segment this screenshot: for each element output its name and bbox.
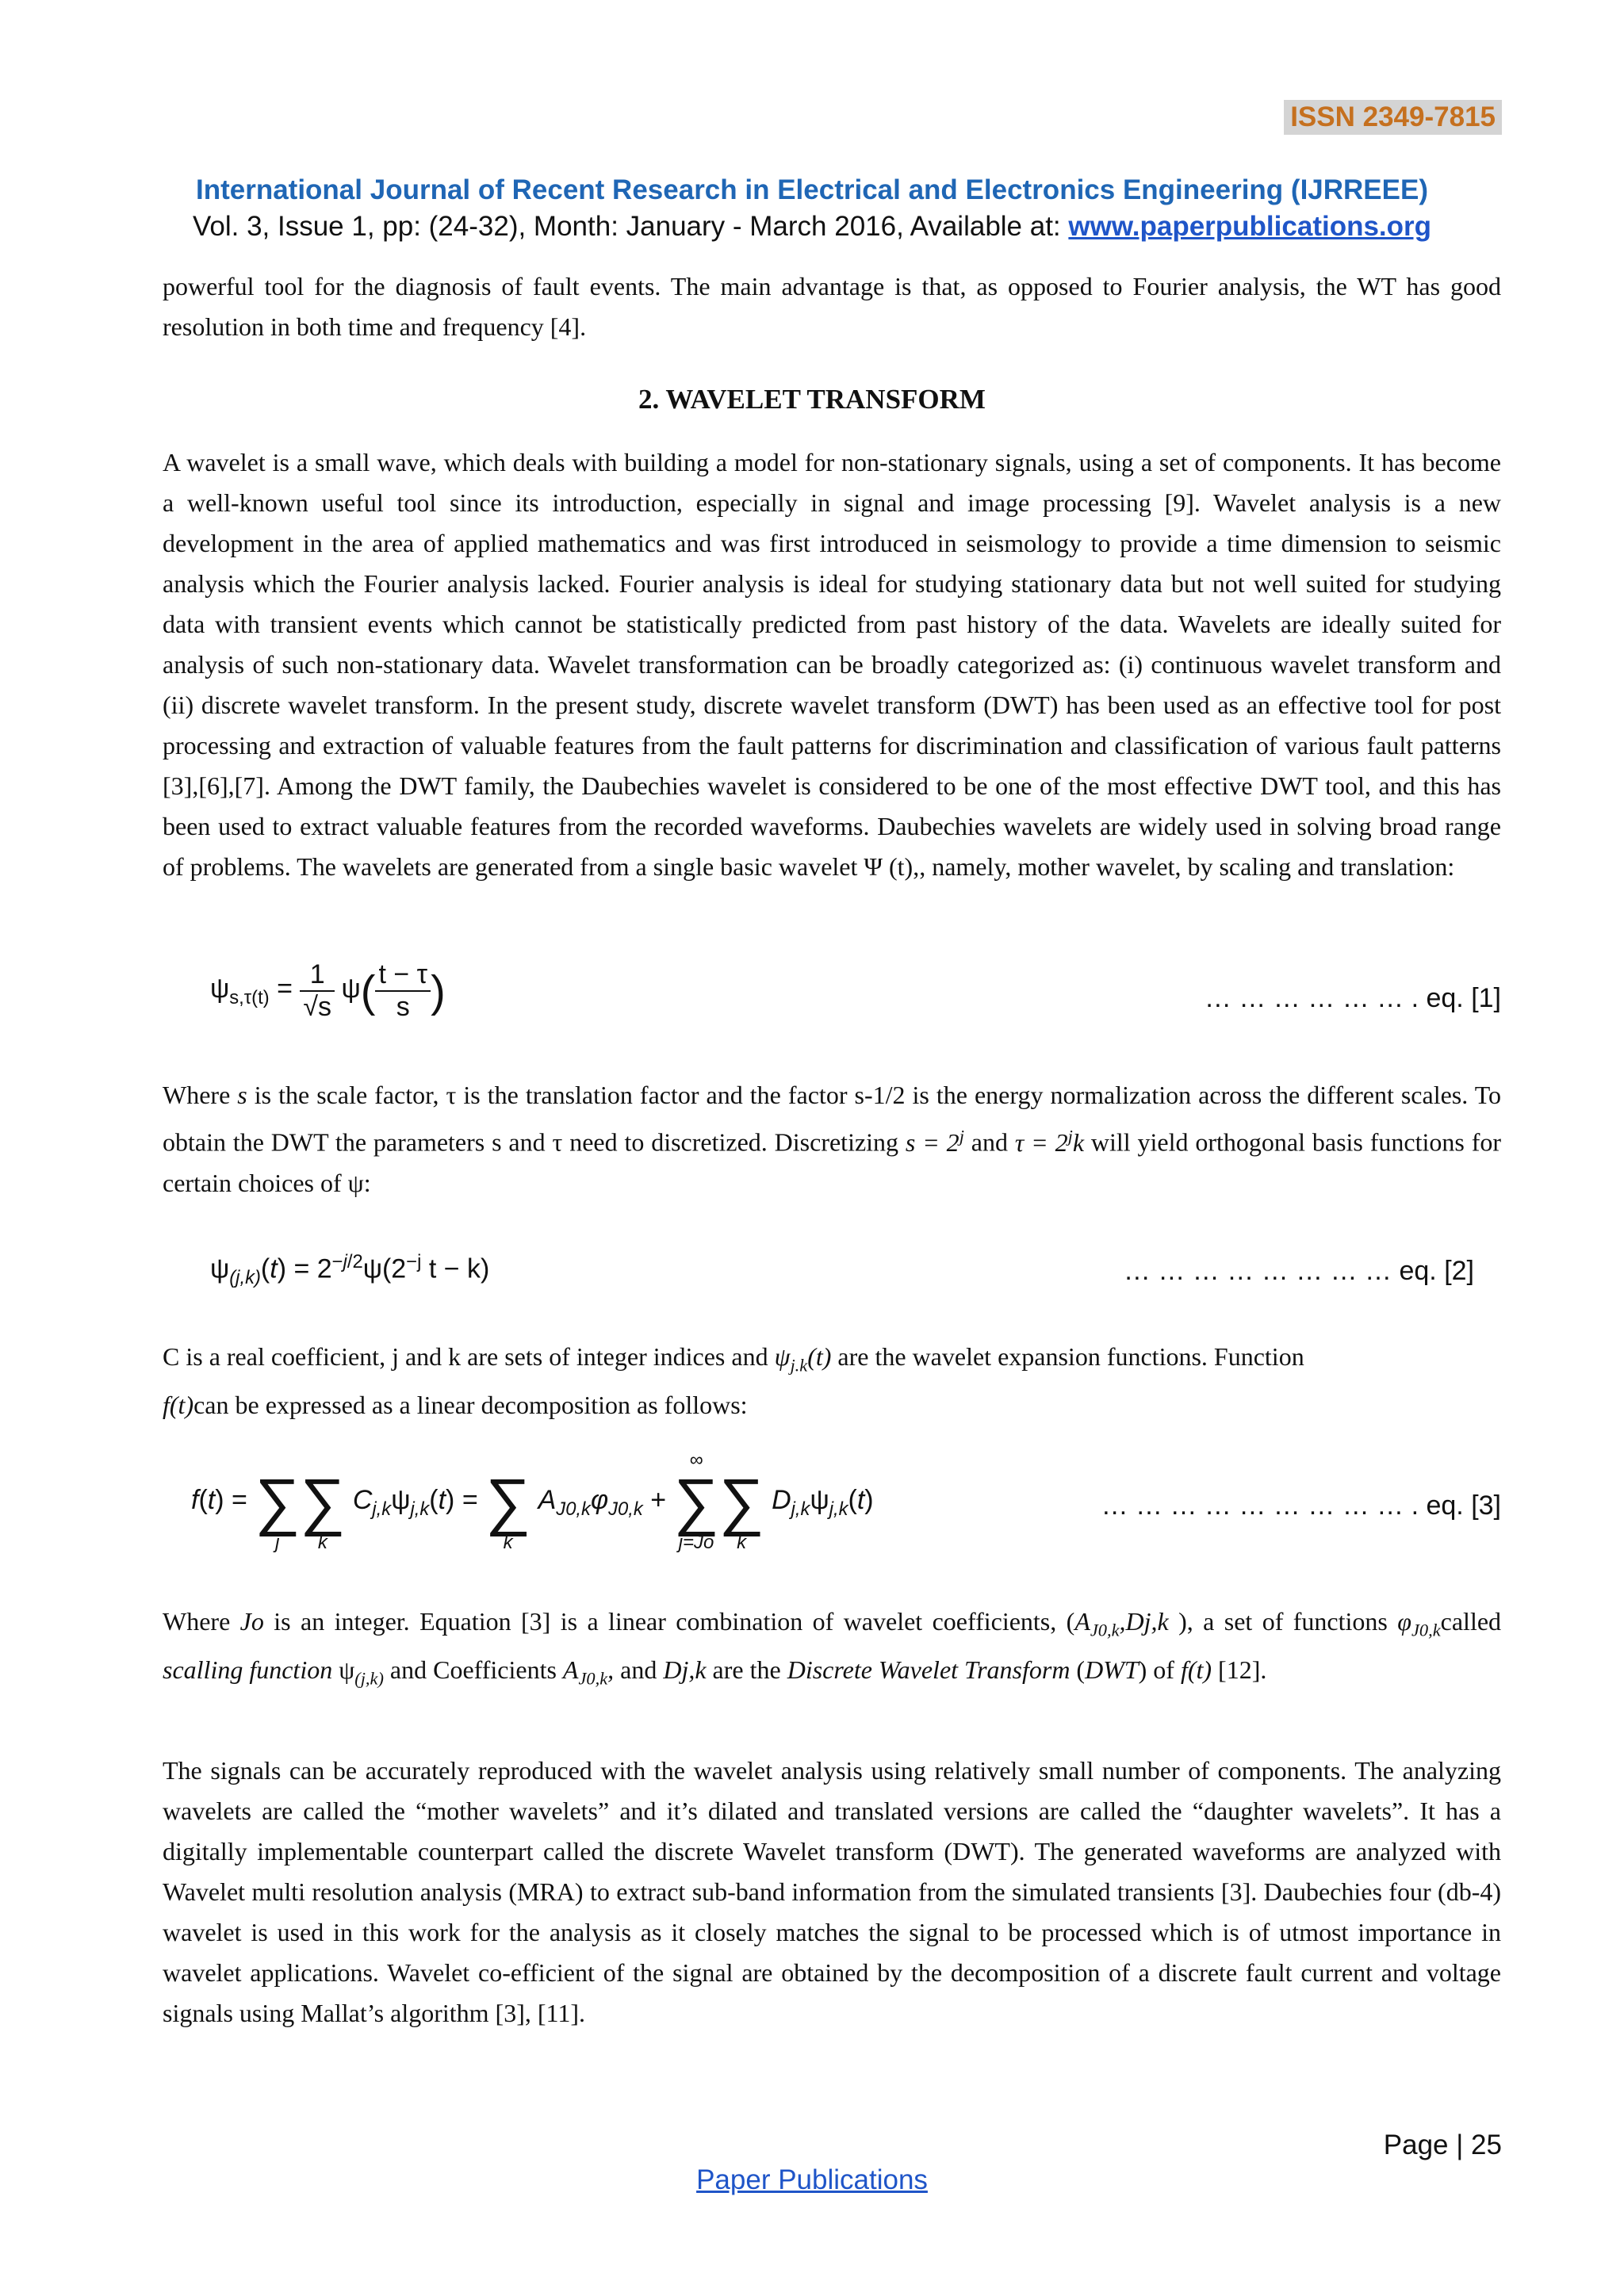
paragraph-5 [163,1751,1501,2034]
p4-d: called [1440,1607,1502,1636]
paragraph-5-text: The signals can be accurately reproduced with the wavelet analysis using relatively small number of components. The analyzing wavelets are called the “mother wavelets” and it’s dilated and translated versions are called the “daughter wavelets”. It has a digitally implementable counterpart called the discrete Wavelet transform (DWT). The generated waveforms are analyzed with Wavelet multi resolution analysis (MRA) to extract sub-band information from the simulated transients [3]. Daubechies four (db-4) wavelet is used in this work for the analysis as it closely matches the signal to be processed which is of utmost importance in wavelet applications. Wavelet co-efficient of the signal are obtained by the decomposition of a discrete fault current and voltage signals using Mallat’s algorithm [3], [11]. [163,1756,1501,2027]
equation-2-label: … … … … … … … … eq. [2] [1123,1256,1474,1286]
page-number: Page | 25 [1383,2130,1502,2160]
p4-i: ) of [1138,1655,1181,1685]
section-heading: 2. WAVELET TRANSFORM [638,384,986,415]
paragraph-1-text: A wavelet is a small wave, which deals with building a model for non-stationary signals, using a set of components. It has become a well-known useful tool since its introduction, especially in signal and image processing [9]. Wavelet analysis is a new development in the area of applied mathematics and was first introduced in seismology to provide a time dimension to seismic analysis which the Fourier analysis lacked. Fourier analysis is ideal for studying stationary data but not well suited for studying data with transient events which cannot be statistically predicted from past history of the data. Wavelets are ideally suited for analysis of such non-stationary data. Wavelet transformation can be broadly categorized as: (i) continuous wavelet transform and (ii) discrete wavelet transform. In the present study, discrete wavelet transform (DWT) has been used as an effective tool for post processing and extraction of valuable features from the fault patterns for discrimination and classification of various fault patterns [3],[6],[7]. Among the DWT family, the Daubechies wavelet is considered to be one of the most effective DWT tool, and this has been used to extract valuable features from the recorded waveforms. Daubechies wavelets are widely used in solving broad range of problems. The wavelets are generated from a single basic wavelet Ψ (t),, namely, mother wavelet, by scaling and translation: [163,448,1501,881]
p4-sf: scalling function [163,1655,333,1685]
p4-math-4: $A_{J0,k}$, [562,1655,615,1689]
p4-dwt2: DWT [1085,1655,1139,1685]
equation-3 [163,1451,1501,1570]
p4-g: are the [706,1655,787,1685]
p2-math: $s = 2^j$ [905,1126,964,1157]
p2-a: Where [163,1081,238,1109]
p4-b: is an integer. Equation [3] is a linear combination of wavelet coefficients, ( [263,1607,1075,1636]
p4-c: ), a set of functions [1168,1607,1398,1636]
journal-meta-text: Vol. 3, Issue 1, pp: (24-32), Month: January - March 2016, Available at: [192,211,1069,242]
equation-3-formula: f(t) = ∑ j ∑ k $C_{j,k}\psi_{j,k}(t)$ = ∑ k $A_{J0,k}\varphi_{J0,k}$ + ∞ ∑ j=Jo ∑ k $D_{j,k}\psi_{j,k}(t)$ [191,1449,874,1553]
publisher-link[interactable]: Paper Publications [696,2164,928,2195]
p4-h: ( [1070,1655,1086,1685]
p4-jo: Jo [239,1607,264,1636]
p4-e: and Coefficients [383,1655,563,1685]
paragraph-3 [163,1337,1501,1425]
p4-j: [12]. [1212,1655,1267,1685]
p3-b: are the wavelet expansion functions. Function [831,1342,1304,1371]
p2-c: will yield orthogonal basis functions for certain choices of ψ: [163,1127,1502,1197]
footer-publisher [0,2164,1624,2196]
p4-math-2: $\varphi_{J0,k}$ [1397,1607,1441,1640]
p4-math-5: Dj,k [663,1655,707,1685]
journal-url-link[interactable]: www.paperpublications.org [1068,211,1432,242]
p3-math-2: f(t) [163,1391,194,1420]
p3-a: C is a real coefficient, j and k are sets of integer indices and [163,1342,775,1371]
equation-3-label: … … … … … … … … … . eq. [3] [1101,1490,1501,1521]
p4-dwt: Discrete Wavelet Transform [787,1655,1071,1685]
equation-2-formula: $\psi_{(j,k)}(t) = 2^{-j/2}\psi(2^{-j}$ t − k) [210,1251,490,1289]
paragraph-2: Where s is the scale factor, τ is the translation factor and the factor s-1/2 is the energy normalization across the different scales. To obtain the DWT the parameters s and τ need to discretized. Discretizing $s = 2^j$ and $\tau = 2^jk$ will yield orthogonal basis functions for certain choices of ψ: [163,1081,1502,1197]
intro-paragraph-text: powerful tool for the diagnosis of fault events. The main advantage is that, as opposed to Fourier analysis, the WT has good resolution in both time and frequency [4]. [163,272,1501,341]
p4-f: and [614,1655,664,1685]
equation-1 [163,959,1501,1039]
p2-s: s [237,1081,247,1109]
equation-1-label: … … … … … … . eq. [1] [1204,983,1501,1013]
paragraph-4 [163,1601,1501,1699]
issn-label: ISSN 2349-7815 [1284,100,1502,135]
intro-paragraph [163,266,1501,347]
p2-b: is the scale factor, τ is the translation factor and the factor s-1/2 is the energy normalization across the different scales. To obtain the DWT the parameters s and τ need to discretized. Discretizing [163,1081,1502,1157]
p3-math: $\psi_{j.k}(t)$ [774,1342,832,1376]
p4-math-1: $A_{J0,k},Dj,k$ [1074,1607,1169,1640]
journal-title: International Journal of Recent Research in Electrical and Electronics Engineering (IJRREEE) [195,174,1428,205]
p4-math-3: $\psi_{(j,k)}$ [339,1655,384,1689]
p4-math-6: f(t) [1180,1655,1212,1685]
journal-meta [0,211,1624,243]
paragraph-1 [163,442,1501,887]
p4-a: Where [163,1607,240,1636]
p2-math-2: $\tau = 2^jk$ [1014,1126,1085,1157]
equation-2 [163,1243,1501,1322]
equation-1-formula: $\psi_{s,\tau(t)}$ = $\frac{1}{√s}$ ψ( $\frac{t - \tau}{s}$ ) [210,959,446,1022]
p3-c: can be expressed as a linear decomposition as follows: [193,1391,748,1420]
